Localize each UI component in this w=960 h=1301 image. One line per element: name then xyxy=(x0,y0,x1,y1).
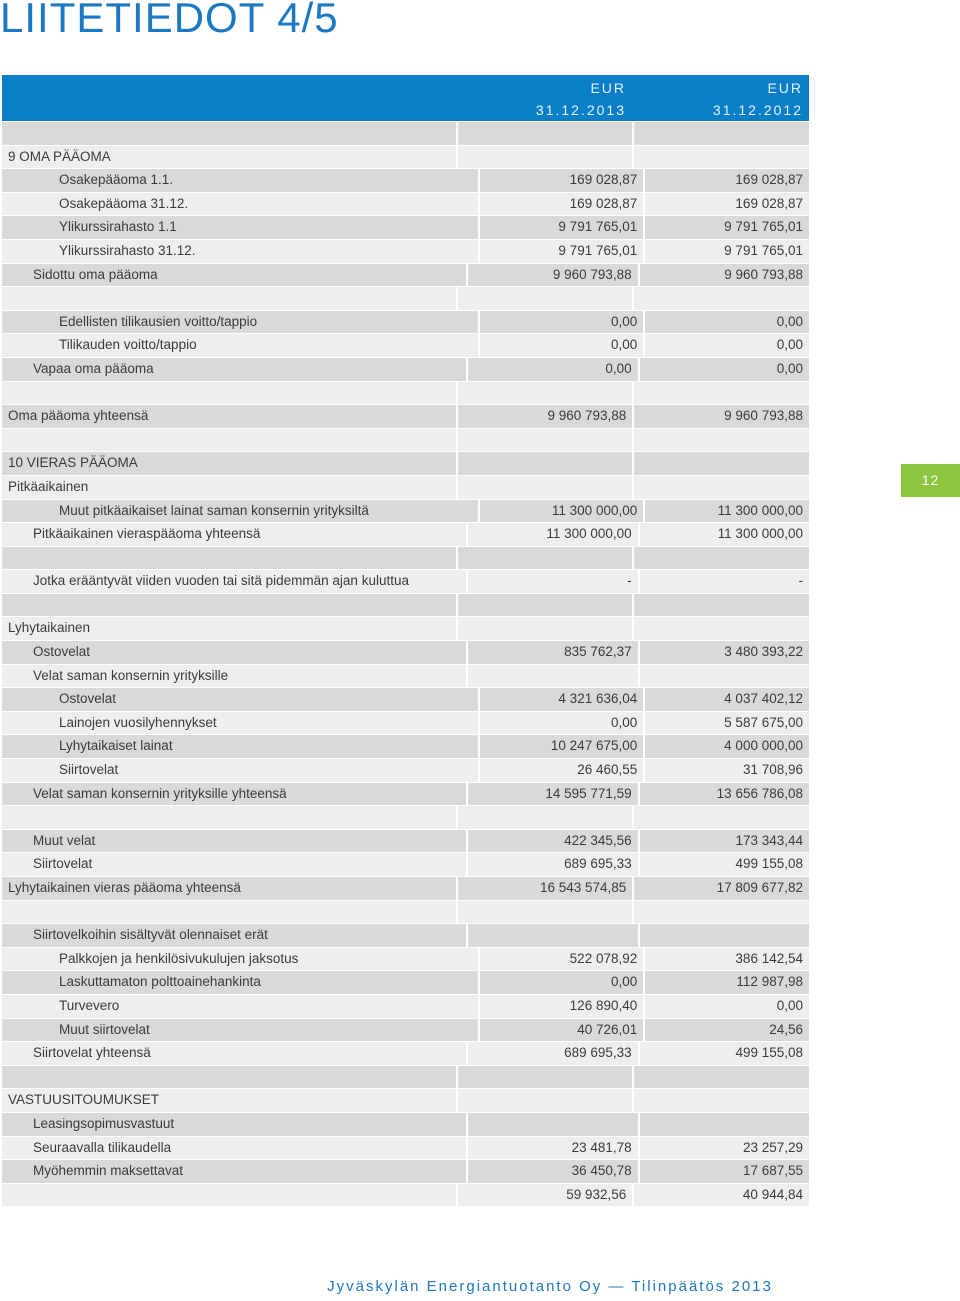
value-2012: 13 656 786,08 xyxy=(640,783,809,806)
table-row xyxy=(2,735,809,758)
header-currency: EUR xyxy=(767,80,803,96)
value-2012: 11 300 000,00 xyxy=(645,500,809,523)
value-2012: 9 960 793,88 xyxy=(640,264,809,287)
row-label: Pitkäaikainen vieraspääoma yhteensä xyxy=(2,523,466,546)
row-label xyxy=(2,122,456,145)
header-date: 31.12.2013 xyxy=(535,102,626,118)
value-2012 xyxy=(634,452,809,475)
row-label: Sidottu oma pääoma xyxy=(2,264,466,287)
table-row xyxy=(2,570,809,593)
value-2012: 499 155,08 xyxy=(640,853,809,876)
value-2013 xyxy=(458,146,633,169)
value-2013 xyxy=(458,1089,633,1112)
table-row xyxy=(2,358,809,381)
value-2012: 169 028,87 xyxy=(645,193,809,216)
table-row xyxy=(2,901,809,924)
value-2013 xyxy=(458,122,633,145)
value-2012: 9 791 765,01 xyxy=(645,240,809,263)
row-label: Lyhytaikainen xyxy=(2,617,456,640)
table-row xyxy=(2,948,809,971)
value-2013 xyxy=(458,547,633,570)
table-row xyxy=(2,405,809,428)
value-2012 xyxy=(634,429,809,452)
table-row xyxy=(2,877,809,900)
header-label-column xyxy=(2,75,455,121)
row-label: Palkkojen ja henkilösivukulujen jaksotus xyxy=(2,948,478,971)
table-row xyxy=(2,1184,809,1207)
row-label: Pitkäaikainen xyxy=(2,476,456,499)
row-label: Siirtovelat xyxy=(2,853,466,876)
value-2012 xyxy=(640,924,809,947)
value-2013: 4 321 636,04 xyxy=(480,688,644,711)
table-row xyxy=(2,240,809,263)
table-row xyxy=(2,500,809,523)
row-label: Leasingsopimusvastuut xyxy=(2,1113,466,1136)
row-label: Laskuttamaton polttoainehankinta xyxy=(2,971,478,994)
value-2012 xyxy=(634,476,809,499)
row-label: Tilikauden voitto/tappio xyxy=(2,334,478,357)
value-2012: 17 687,55 xyxy=(640,1160,809,1183)
table-row xyxy=(2,452,809,475)
row-label: Siirtovelat xyxy=(2,759,478,782)
value-2013 xyxy=(458,476,633,499)
value-2012: 31 708,96 xyxy=(645,759,809,782)
value-2012 xyxy=(634,1066,809,1089)
value-2013: 9 960 793,88 xyxy=(468,264,637,287)
row-label: Ostovelat xyxy=(2,688,478,711)
row-label xyxy=(2,382,456,405)
row-label xyxy=(2,547,456,570)
value-2012: 386 142,54 xyxy=(645,948,809,971)
value-2012: 4 037 402,12 xyxy=(645,688,809,711)
value-2012: 0,00 xyxy=(640,358,809,381)
row-label xyxy=(2,594,456,617)
table-body xyxy=(2,122,809,1206)
row-label: Vapaa oma pääoma xyxy=(2,358,466,381)
row-label: Turvevero xyxy=(2,995,478,1018)
header-col-2013 xyxy=(455,75,632,121)
table-row xyxy=(2,806,809,829)
value-2013: 0,00 xyxy=(480,712,644,735)
value-2012 xyxy=(634,382,809,405)
table-row xyxy=(2,1113,809,1136)
value-2013: 422 345,56 xyxy=(468,830,637,853)
row-label xyxy=(2,806,456,829)
value-2012: 173 343,44 xyxy=(640,830,809,853)
value-2013 xyxy=(458,617,633,640)
value-2013: 0,00 xyxy=(480,971,644,994)
value-2013: 16 543 574,85 xyxy=(458,877,633,900)
value-2012: 3 480 393,22 xyxy=(640,641,809,664)
table-row xyxy=(2,1137,809,1160)
row-label: Ylikurssirahasto 1.1 xyxy=(2,216,478,239)
table-row xyxy=(2,146,809,169)
header-date: 31.12.2012 xyxy=(712,102,803,118)
table-row xyxy=(2,971,809,994)
table-row xyxy=(2,523,809,546)
table-row xyxy=(2,1042,809,1065)
value-2012 xyxy=(634,146,809,169)
value-2013: 14 595 771,59 xyxy=(468,783,637,806)
value-2012: 23 257,29 xyxy=(640,1137,809,1160)
table-row xyxy=(2,334,809,357)
header-currency: EUR xyxy=(590,80,626,96)
row-label xyxy=(2,287,456,310)
value-2012 xyxy=(634,617,809,640)
table-row xyxy=(2,193,809,216)
row-label: Muut velat xyxy=(2,830,466,853)
table-row xyxy=(2,830,809,853)
value-2013 xyxy=(458,806,633,829)
value-2012: 24,56 xyxy=(645,1019,809,1042)
value-2013 xyxy=(458,429,633,452)
value-2013: 9 791 765,01 xyxy=(480,216,644,239)
value-2013: 23 481,78 xyxy=(468,1137,637,1160)
value-2013: 9 791 765,01 xyxy=(480,240,644,263)
value-2012: 169 028,87 xyxy=(645,169,809,192)
table-row xyxy=(2,665,809,688)
value-2012 xyxy=(634,287,809,310)
row-label xyxy=(2,901,456,924)
value-2013: 689 695,33 xyxy=(468,1042,637,1065)
value-2012 xyxy=(634,806,809,829)
value-2013: 0,00 xyxy=(468,358,637,381)
table-row xyxy=(2,547,809,570)
row-label: 10 VIERAS PÄÄOMA xyxy=(2,452,456,475)
table-row xyxy=(2,169,809,192)
row-label xyxy=(2,429,456,452)
table-row xyxy=(2,712,809,735)
value-2012: 17 809 677,82 xyxy=(634,877,809,900)
table-row xyxy=(2,216,809,239)
value-2012: 11 300 000,00 xyxy=(640,523,809,546)
value-2012: 5 587 675,00 xyxy=(645,712,809,735)
row-label: Jotka erääntyvät viiden vuoden tai sitä pidemmän ajan kuluttua xyxy=(2,570,466,593)
value-2013: 689 695,33 xyxy=(468,853,637,876)
value-2013 xyxy=(458,901,633,924)
value-2013: 11 300 000,00 xyxy=(468,523,637,546)
row-label: Oma pääoma yhteensä xyxy=(2,405,456,428)
table-row xyxy=(2,759,809,782)
value-2012: 0,00 xyxy=(645,311,809,334)
row-label: Siirtovelkoihin sisältyvät olennaiset erät xyxy=(2,924,466,947)
value-2013 xyxy=(458,1066,633,1089)
value-2012: 40 944,84 xyxy=(634,1184,809,1207)
row-label: Edellisten tilikausien voitto/tappio xyxy=(2,311,478,334)
header-col-2012 xyxy=(632,75,809,121)
table-row xyxy=(2,1019,809,1042)
row-label: Lyhytaikaiset lainat xyxy=(2,735,478,758)
value-2013: 10 247 675,00 xyxy=(480,735,644,758)
table-row xyxy=(2,264,809,287)
value-2012: 0,00 xyxy=(645,995,809,1018)
value-2013 xyxy=(468,665,637,688)
value-2012 xyxy=(634,122,809,145)
value-2012 xyxy=(640,665,809,688)
value-2013: 835 762,37 xyxy=(468,641,637,664)
row-label: Siirtovelat yhteensä xyxy=(2,1042,466,1065)
value-2013: 0,00 xyxy=(480,334,644,357)
page-footer: Jyväskylän Energiantuotanto Oy — Tilinpäätös 2013 xyxy=(327,1278,773,1295)
page-title: LIITETIEDOT 4/5 xyxy=(0,0,339,41)
value-2013 xyxy=(468,924,637,947)
table-row xyxy=(2,641,809,664)
row-label: Seuraavalla tilikaudella xyxy=(2,1137,466,1160)
row-label xyxy=(2,1066,456,1089)
table-row xyxy=(2,382,809,405)
table-row xyxy=(2,311,809,334)
table-row xyxy=(2,476,809,499)
value-2013: 169 028,87 xyxy=(480,193,644,216)
row-label: Velat saman konsernin yrityksille xyxy=(2,665,466,688)
value-2013: - xyxy=(468,570,637,593)
value-2013 xyxy=(458,382,633,405)
table-row xyxy=(2,429,809,452)
value-2012: 4 000 000,00 xyxy=(645,735,809,758)
row-label: Ylikurssirahasto 31.12. xyxy=(2,240,478,263)
page-number-badge: 12 xyxy=(901,464,960,497)
value-2012: 0,00 xyxy=(645,334,809,357)
table-row xyxy=(2,783,809,806)
row-label: Muut siirtovelat xyxy=(2,1019,478,1042)
row-label: Muut pitkäaikaiset lainat saman konsernin yrityksiltä xyxy=(2,500,478,523)
table-row xyxy=(2,1066,809,1089)
row-label: 9 OMA PÄÄOMA xyxy=(2,146,456,169)
value-2012 xyxy=(634,594,809,617)
row-label: Lainojen vuosilyhennykset xyxy=(2,712,478,735)
table-row xyxy=(2,287,809,310)
table-row xyxy=(2,122,809,145)
value-2013 xyxy=(468,1113,637,1136)
value-2012: 9 791 765,01 xyxy=(645,216,809,239)
value-2012: 9 960 793,88 xyxy=(634,405,809,428)
row-label: Velat saman konsernin yrityksille yhteensä xyxy=(2,783,466,806)
table-row xyxy=(2,688,809,711)
value-2012: 112 987,98 xyxy=(645,971,809,994)
row-label: Lyhytaikainen vieras pääoma yhteensä xyxy=(2,877,456,900)
value-2013: 0,00 xyxy=(480,311,644,334)
value-2013: 126 890,40 xyxy=(480,995,644,1018)
table-row xyxy=(2,594,809,617)
value-2012 xyxy=(634,1089,809,1112)
table-row xyxy=(2,617,809,640)
value-2012 xyxy=(640,1113,809,1136)
table-row xyxy=(2,995,809,1018)
value-2013 xyxy=(458,452,633,475)
table-row xyxy=(2,853,809,876)
value-2013: 26 460,55 xyxy=(480,759,644,782)
row-label: Myöhemmin maksettavat xyxy=(2,1160,466,1183)
value-2012 xyxy=(634,901,809,924)
row-label: Osakepääoma 31.12. xyxy=(2,193,478,216)
value-2013 xyxy=(458,287,633,310)
value-2013 xyxy=(458,594,633,617)
value-2013: 59 932,56 xyxy=(458,1184,633,1207)
table-row xyxy=(2,924,809,947)
value-2013: 169 028,87 xyxy=(480,169,644,192)
value-2013: 9 960 793,88 xyxy=(458,405,633,428)
row-label: Osakepääoma 1.1. xyxy=(2,169,478,192)
table-row xyxy=(2,1160,809,1183)
row-label: Ostovelat xyxy=(2,641,466,664)
table-row xyxy=(2,1089,809,1112)
table-header xyxy=(2,75,809,121)
value-2013: 36 450,78 xyxy=(468,1160,637,1183)
value-2013: 40 726,01 xyxy=(480,1019,644,1042)
value-2013: 11 300 000,00 xyxy=(480,500,644,523)
financial-table xyxy=(2,75,809,1207)
value-2013: 522 078,92 xyxy=(480,948,644,971)
value-2012: - xyxy=(640,570,809,593)
value-2012: 499 155,08 xyxy=(640,1042,809,1065)
value-2012 xyxy=(634,547,809,570)
row-label xyxy=(2,1184,456,1207)
row-label: VASTUUSITOUMUKSET xyxy=(2,1089,456,1112)
